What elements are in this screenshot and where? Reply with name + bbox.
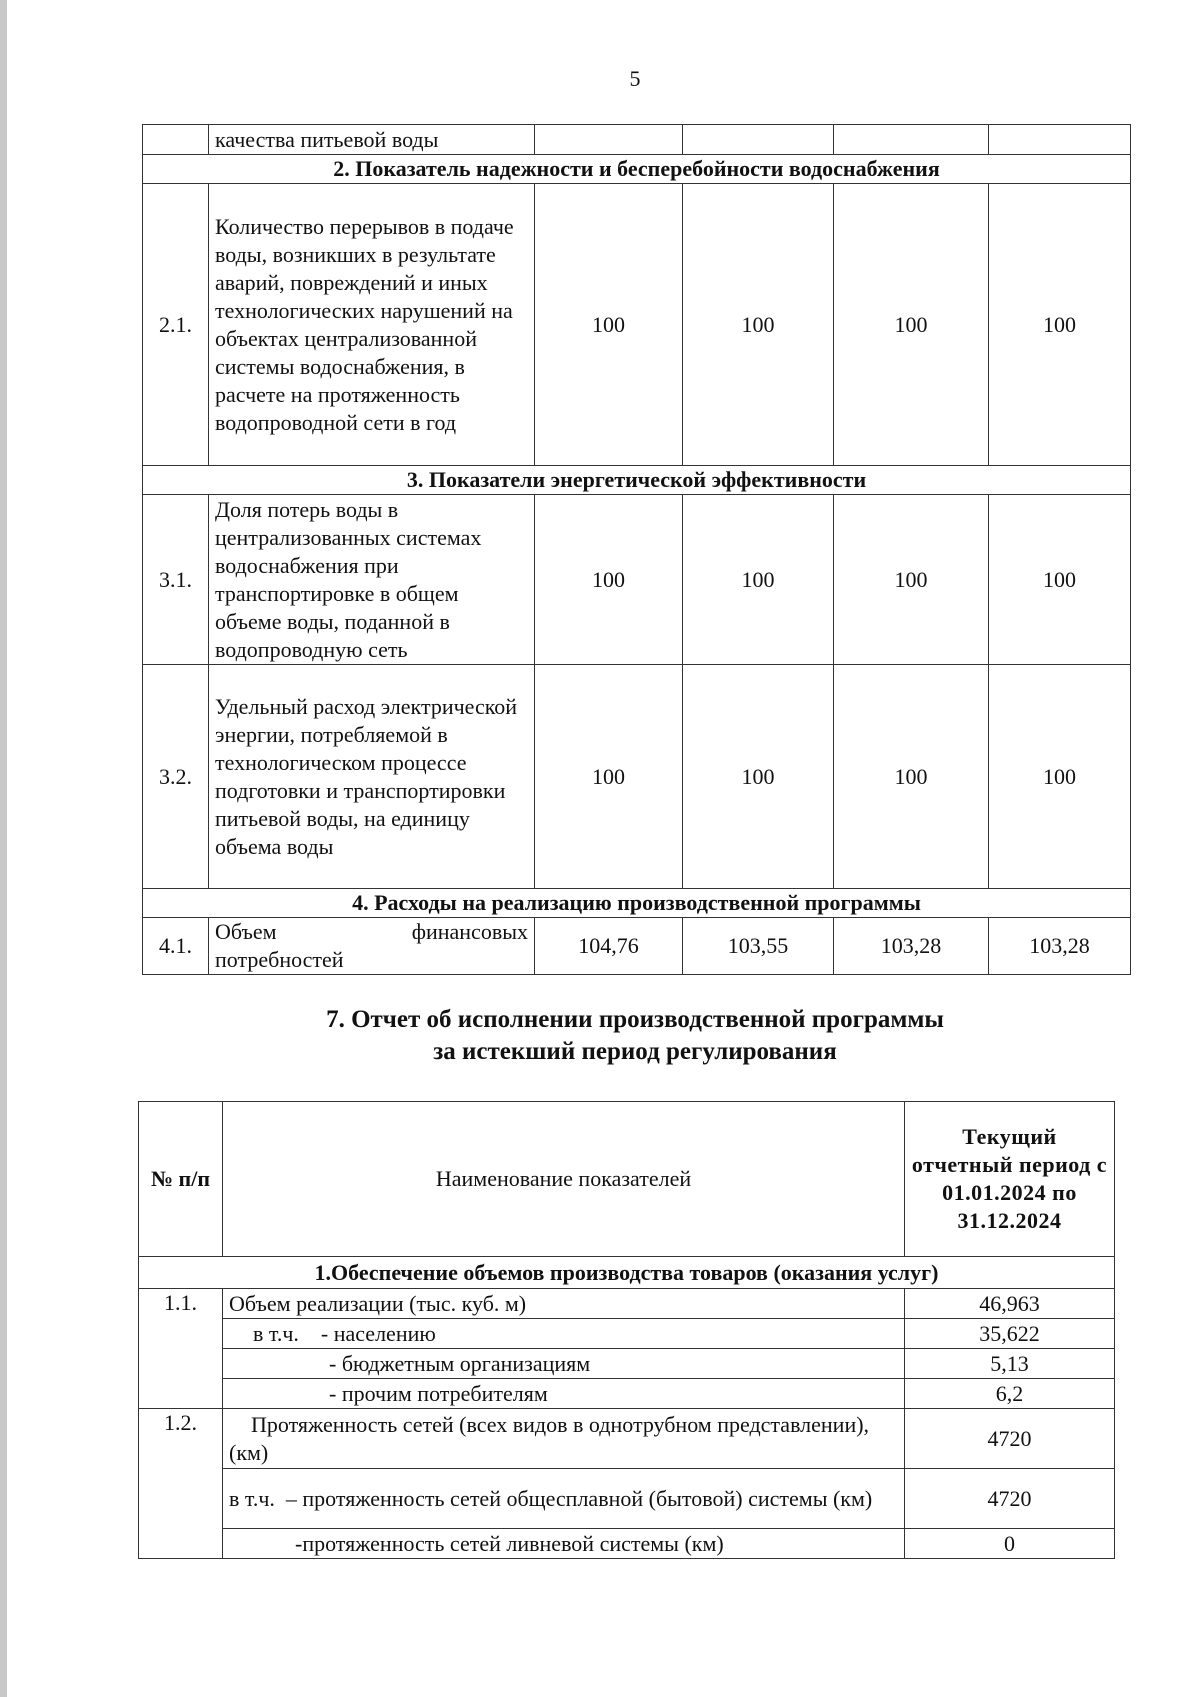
row-value xyxy=(683,125,834,155)
table-row xyxy=(139,1379,1115,1409)
row-value: 6,2 xyxy=(905,1379,1115,1409)
table-row xyxy=(143,495,1131,665)
row-value: 4720 xyxy=(905,1409,1115,1469)
row-name: в т.ч. – протяженность сетей общесплавной (бытовой) системы (км) xyxy=(223,1469,905,1529)
table-row xyxy=(139,1469,1115,1529)
row-value xyxy=(834,125,989,155)
table-row xyxy=(139,1529,1115,1559)
row-name: - прочим потребителям xyxy=(223,1379,905,1409)
table-row xyxy=(139,1349,1115,1379)
header-num: № п/п xyxy=(139,1102,223,1257)
row-value: 100 xyxy=(989,495,1131,665)
row-value: 103,55 xyxy=(683,918,834,975)
row-num: 2.1. xyxy=(143,184,209,466)
row-value xyxy=(535,125,683,155)
table-row xyxy=(143,918,1131,975)
section-title: 1.Обеспечение объемов производства товаров (оказания услуг) xyxy=(139,1257,1115,1289)
row-num: 1.1. xyxy=(139,1289,223,1409)
row-name: качества питьевой воды xyxy=(209,125,535,155)
header-name: Наименование показателей xyxy=(223,1102,905,1257)
section-7-title xyxy=(0,1004,1200,1068)
section-header-row xyxy=(143,889,1131,918)
row-value: 104,76 xyxy=(535,918,683,975)
row-value: 103,28 xyxy=(834,918,989,975)
row-value: 100 xyxy=(683,184,834,466)
section-header-row xyxy=(139,1257,1115,1289)
table-row xyxy=(143,125,1131,155)
row-name: Объем реализации (тыс. куб. м) xyxy=(223,1289,905,1319)
report-table xyxy=(138,1101,1115,1559)
scan-edge-strip xyxy=(0,0,7,1697)
table-row xyxy=(139,1409,1115,1469)
row-value: 46,963 xyxy=(905,1289,1115,1319)
row-value: 100 xyxy=(989,665,1131,889)
section-header-row xyxy=(143,466,1131,495)
row-value: 0 xyxy=(905,1529,1115,1559)
row-value: 100 xyxy=(834,495,989,665)
table-row xyxy=(143,665,1131,889)
header-row xyxy=(139,1102,1115,1257)
row-num: 1.2. xyxy=(139,1409,223,1559)
section-header-row xyxy=(143,155,1131,184)
row-value: 4720 xyxy=(905,1469,1115,1529)
section-title: 4. Расходы на реализацию производственной программы xyxy=(143,889,1131,918)
row-num: 3.2. xyxy=(143,665,209,889)
row-num: 3.1. xyxy=(143,495,209,665)
row-value: 100 xyxy=(535,665,683,889)
table-row xyxy=(139,1319,1115,1349)
table-row xyxy=(143,184,1131,466)
row-value: 100 xyxy=(834,665,989,889)
row-value: 35,622 xyxy=(905,1319,1115,1349)
indicators-table xyxy=(142,124,1131,975)
page-number: 5 xyxy=(629,66,641,91)
row-value: 5,13 xyxy=(905,1349,1115,1379)
section-title: 3. Показатели энергетической эффективности xyxy=(143,466,1131,495)
row-value: 100 xyxy=(535,495,683,665)
row-name: Удельный расход электрической энергии, потребляемой в технологическом процессе подготовки и транспортировки питьевой воды, на единицу объема воды xyxy=(209,665,535,889)
row-value: 100 xyxy=(535,184,683,466)
row-value: 100 xyxy=(989,184,1131,466)
row-name: -протяженность сетей ливневой системы (км) xyxy=(223,1529,905,1559)
row-name: Доля потерь воды в централизованных системах водоснабжения при транспортировке в общем объеме воды, поданной в водопроводную сеть xyxy=(209,495,535,665)
row-value: 100 xyxy=(834,184,989,466)
row-value xyxy=(989,125,1131,155)
row-num xyxy=(143,125,209,155)
row-name: в т.ч. - населению xyxy=(223,1319,905,1349)
row-name: - бюджетным организациям xyxy=(223,1349,905,1379)
section-7-title-line2: за истекший период регулирования xyxy=(433,1038,837,1065)
row-name: Протяженность сетей (всех видов в однотрубном представлении), (км) xyxy=(223,1409,905,1469)
table-row xyxy=(139,1289,1115,1319)
row-value: 100 xyxy=(683,495,834,665)
header-period: Текущий отчетный период с 01.01.2024 по 31.12.2024 xyxy=(905,1102,1115,1257)
row-value: 103,28 xyxy=(989,918,1131,975)
row-value: 100 xyxy=(683,665,834,889)
section-7-title-line1: 7. Отчет об исполнении производственной программы xyxy=(326,1006,944,1033)
section-title: 2. Показатель надежности и бесперебойности водоснабжения xyxy=(143,155,1131,184)
row-name: Объем финансовых потребностей xyxy=(209,918,535,975)
row-num: 4.1. xyxy=(143,918,209,975)
row-name: Количество перерывов в подаче воды, возникших в результате аварий, повреждений и иных технологических нарушений на объектах централизованной системы водоснабжения, в расчете на протяженность водопроводной сети в год xyxy=(209,184,535,466)
